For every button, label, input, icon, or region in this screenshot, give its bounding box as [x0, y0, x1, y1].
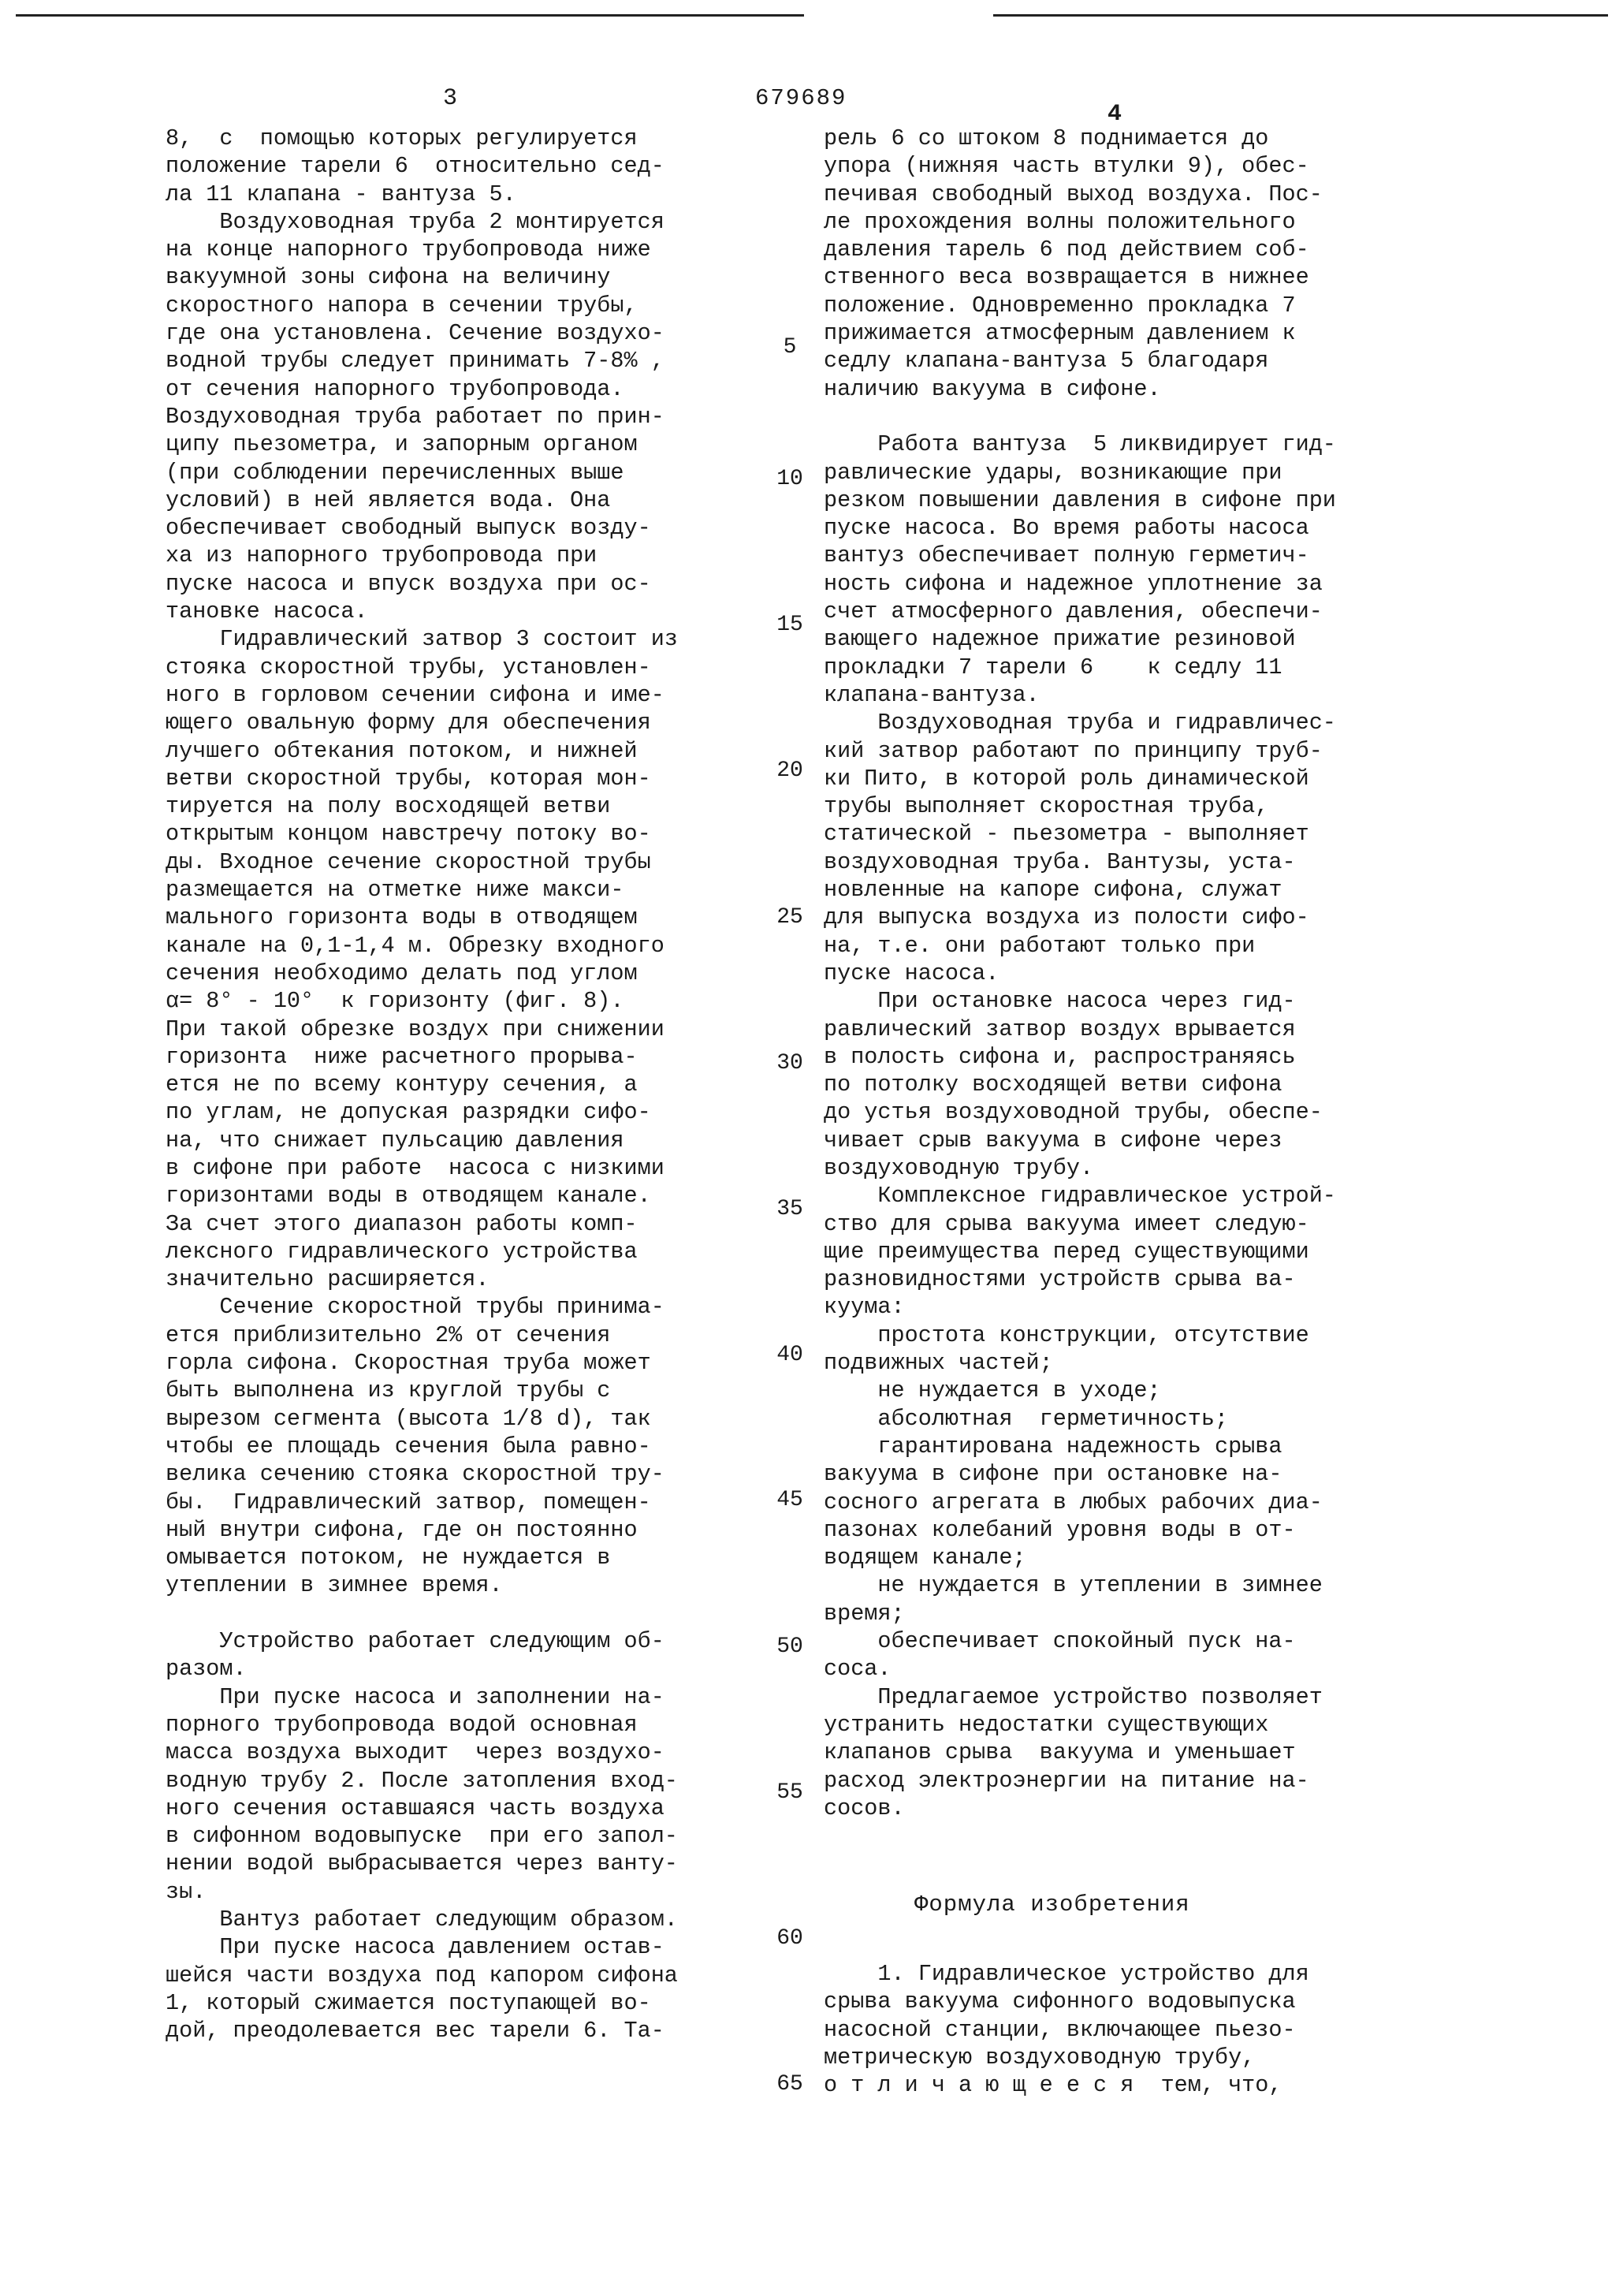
text-line: обеспечивает свободный выпуск возду-	[166, 515, 651, 542]
text-line: зы.	[166, 1878, 207, 1905]
text-line: ственного веса возвращается в нижнее	[824, 264, 1309, 291]
text-line: наличию вакуума в сифоне.	[824, 375, 1161, 402]
text-line: на, что снижает пульсацию давления	[166, 1127, 624, 1154]
text-line: мального горизонта воды в отводящем	[166, 904, 638, 931]
text-line: трубы выполняет скоростная труба,	[824, 793, 1269, 820]
text-line: чивает срыв вакуума в сифоне через	[824, 1127, 1282, 1154]
text-line: ха из напорного трубопровода при	[166, 542, 597, 569]
text-line: счет атмосферного давления, обеспечи-	[824, 598, 1323, 625]
text-line: ного в горловом сечении сифона и име-	[166, 681, 664, 708]
text-line: пуске насоса.	[824, 960, 999, 986]
text-line: положение. Одновременно прокладка 7	[824, 292, 1296, 319]
text-line: в сифонном водовыпуске при его запол-	[166, 1823, 678, 1850]
text-line: омывается потоком, не нуждается в	[166, 1545, 611, 1571]
text-line: вающего надежное прижатие резиновой	[824, 626, 1296, 653]
text-line: пуске насоса. Во время работы насоса	[824, 515, 1309, 542]
text-line: значительно расширяется.	[166, 1266, 490, 1293]
text-line: ющего овальную форму для обеспечения	[166, 710, 651, 736]
claim-line: метрическую воздуховодную трубу,	[824, 2044, 1256, 2070]
text-line: прижимается атмосферным давлением к	[824, 320, 1296, 347]
text-line: простота конструкции, отсутствие	[824, 1321, 1309, 1348]
text-line: в сифоне при работе насоса с низкими	[166, 1154, 664, 1181]
text-line: α= 8° - 10° к горизонту (фиг. 8).	[166, 988, 624, 1015]
top-rule-right	[993, 14, 1608, 17]
claims-text	[824, 1960, 1454, 2099]
text-line: сосов.	[824, 1795, 905, 1821]
top-rule-left	[16, 14, 804, 17]
text-line: в полость сифона и, распространяясь	[824, 1043, 1296, 1070]
text-line: упора (нижняя часть втулки 9), обес-	[824, 153, 1309, 180]
text-line: расход электроэнергии на питание на-	[824, 1767, 1309, 1794]
line-number: 55	[776, 1780, 803, 1805]
line-number: 35	[776, 1197, 803, 1221]
text-line: чтобы ее площадь сечения была равно-	[166, 1433, 651, 1459]
text-line: подвижных частей;	[824, 1350, 1053, 1377]
text-line: За счет этого диапазон работы комп-	[166, 1210, 638, 1237]
text-line: масса воздуха выходит через воздухо-	[166, 1739, 664, 1766]
line-number: 30	[776, 1051, 803, 1075]
text-line: по потолку восходящей ветви сифона	[824, 1072, 1282, 1098]
text-line: открытым концом навстречу потоку во-	[166, 821, 651, 848]
text-line	[824, 403, 1454, 430]
text-line: куума:	[824, 1294, 905, 1321]
text-line: канале на 0,1-1,4 м. Обрезку входного	[166, 932, 664, 959]
text-line: быть выполнена из круглой трубы с	[166, 1377, 611, 1404]
left-text-column	[166, 125, 765, 2044]
text-line: водную трубу 2. После затопления вход-	[166, 1767, 678, 1794]
text-line: ки Пито, в которой роль динамической	[824, 765, 1309, 792]
line-number: 20	[776, 758, 803, 783]
line-number: 65	[776, 2072, 803, 2097]
line-number: 40	[776, 1343, 803, 1367]
text-line: пазонах колебаний уровня воды в от-	[824, 1516, 1296, 1543]
text-line: Устройство работает следующим об-	[166, 1628, 664, 1655]
text-line: Вантуз работает следующим образом.	[166, 1906, 678, 1933]
text-line: ципу пьезометра, и запорным органом	[166, 431, 638, 458]
text-line: лучшего обтекания потоком, и нижней	[166, 737, 638, 764]
text-line: ле прохождения волны положительного	[824, 208, 1296, 235]
text-line: седлу клапана-вантуза 5 благодаря	[824, 348, 1269, 375]
text-line: по углам, не допуская разрядки сифо-	[166, 1099, 651, 1126]
text-line: дой, преодолевается вес тарели 6. Та-	[166, 2018, 664, 2044]
text-line: Предлагаемое устройство позволяет	[824, 1683, 1323, 1710]
line-number: 25	[776, 905, 803, 930]
text-line: порного трубопровода водой основная	[166, 1711, 638, 1738]
line-number: 15	[776, 613, 803, 637]
text-line: тановке насоса.	[166, 598, 368, 625]
text-line: воздуховодная труба. Вантузы, уста-	[824, 848, 1296, 875]
text-line: сосного агрегата в любых рабочих диа-	[824, 1489, 1323, 1515]
text-line: нении водой выбрасывается через ванту-	[166, 1851, 678, 1877]
text-line: ды. Входное сечение скоростной трубы	[166, 848, 651, 875]
text-line: 8, с помощью которых регулируется	[166, 125, 638, 151]
text-line: вырезом сегмента (высота 1/8 d), так	[166, 1405, 651, 1432]
text-line: гарантирована надежность срыва	[824, 1433, 1282, 1459]
claim-line: о т л и ч а ю щ е е с я тем, что,	[824, 2072, 1282, 2099]
text-line: для выпуска воздуха из полости сифо-	[824, 904, 1309, 931]
text-line: горла сифона. Скоростная труба может	[166, 1350, 651, 1377]
line-number: 60	[776, 1926, 803, 1951]
text-line: утеплении в зимнее время.	[166, 1572, 503, 1599]
text-line: Воздуховодная труба работает по прин-	[166, 403, 664, 430]
text-line: (при соблюдении перечисленных выше	[166, 459, 624, 486]
text-line: не нуждается в уходе;	[824, 1377, 1161, 1404]
text-line: горизонта ниже расчетного прорыва-	[166, 1043, 638, 1070]
right-text-column	[824, 125, 1454, 1822]
text-line: Воздуховодная труба 2 монтируется	[166, 208, 664, 235]
text-line: При пуске насоса и заполнении на-	[166, 1683, 664, 1710]
text-line: щие преимущества перед существующими	[824, 1238, 1309, 1265]
text-line: обеспечивает спокойный пуск на-	[824, 1628, 1296, 1655]
text-line: положение тарели 6 относительно сед-	[166, 153, 664, 180]
text-line: При такой обрезке воздух при снижении	[166, 1016, 664, 1042]
line-number: 10	[776, 467, 803, 491]
text-line: клапанов срыва вакуума и уменьшает	[824, 1739, 1296, 1766]
text-line: кий затвор работают по принципу труб-	[824, 737, 1323, 764]
text-line: бы. Гидравлический затвор, помещен-	[166, 1489, 651, 1515]
text-line: равлические удары, возникающие при	[824, 459, 1282, 486]
text-line: на конце напорного трубопровода ниже	[166, 237, 651, 263]
text-line: печивая свободный выход воздуха. Пос-	[824, 181, 1323, 207]
text-line: разновидностями устройств срыва ва-	[824, 1266, 1296, 1293]
text-line: Комплексное гидравлическое устрой-	[824, 1183, 1336, 1210]
text-line: рель 6 со штоком 8 поднимается до	[824, 125, 1269, 151]
text-line: ность сифона и надежное уплотнение за	[824, 570, 1323, 597]
text-line: давления тарель 6 под действием соб-	[824, 237, 1309, 263]
text-line: лексного гидравлического устройства	[166, 1238, 638, 1265]
text-line: до устья воздуховодной трубы, обеспе-	[824, 1099, 1323, 1126]
text-line: от сечения напорного трубопровода.	[166, 375, 624, 402]
text-line: тируется на полу восходящей ветви	[166, 793, 611, 820]
text-line: разом.	[166, 1656, 247, 1683]
page-number-right: 4	[1107, 101, 1122, 128]
text-line: велика сечению стояка скоростной тру-	[166, 1461, 664, 1488]
claims-title: Формула изобретения	[914, 1892, 1190, 1918]
text-line: стояка скоростной трубы, установлен-	[166, 654, 651, 680]
line-number: 5	[783, 335, 797, 360]
text-line: шейся части воздуха под капором сифона	[166, 1962, 678, 1988]
text-line: ла 11 клапана - вантуза 5.	[166, 181, 516, 207]
text-line: Сечение скоростной трубы принима-	[166, 1294, 664, 1321]
text-line: устранить недостатки существующих	[824, 1711, 1269, 1738]
text-line: резком повышении давления в сифоне при	[824, 486, 1336, 513]
claim-line: насосной станции, включающее пьезо-	[824, 2016, 1296, 2043]
text-line: Гидравлический затвор 3 состоит из	[166, 626, 678, 653]
text-line: вантуз обеспечивает полную герметич-	[824, 542, 1309, 569]
text-line: прокладки 7 тарели 6 к седлу 11	[824, 654, 1282, 680]
text-line: сечения необходимо делать под углом	[166, 960, 638, 986]
text-line: клапана-вантуза.	[824, 681, 1040, 708]
line-number: 45	[776, 1488, 803, 1512]
text-line: не нуждается в утеплении в зимнее	[824, 1572, 1323, 1599]
text-line: ного сечения оставшаяся часть воздуха	[166, 1795, 664, 1821]
text-line: равлический затвор воздух врывается	[824, 1016, 1296, 1042]
text-line: При пуске насоса давлением остав-	[166, 1934, 664, 1961]
text-line: Работа вантуза 5 ликвидирует гид-	[824, 431, 1336, 458]
text-line: вакуума в сифоне при остановке на-	[824, 1461, 1282, 1488]
text-line: ный внутри сифона, где он постоянно	[166, 1516, 638, 1543]
text-line: ство для срыва вакуума имеет следую-	[824, 1210, 1309, 1237]
claim-line: 1. Гидравлическое устройство для	[824, 1961, 1309, 1987]
text-line: новленные на капоре сифона, служат	[824, 877, 1282, 904]
text-line: условий) в ней является вода. Она	[166, 486, 611, 513]
text-line: Воздуховодная труба и гидравличес-	[824, 710, 1336, 736]
text-line: статической - пьезометра - выполняет	[824, 821, 1309, 848]
text-line: 1, который сжимается поступающей во-	[166, 1989, 651, 2016]
text-line: водящем канале;	[824, 1545, 1026, 1571]
text-line: воздуховодную трубу.	[824, 1154, 1094, 1181]
text-line: скоростного напора в сечении трубы,	[166, 292, 638, 319]
text-line: водной трубы следует принимать 7-8% ,	[166, 348, 664, 375]
text-line: ется приблизительно 2% от сечения	[166, 1321, 611, 1348]
text-line	[166, 1600, 765, 1627]
text-line: на, т.е. они работают только при	[824, 932, 1256, 959]
text-line: горизонтами воды в отводящем канале.	[166, 1183, 651, 1210]
claim-line: срыва вакуума сифонного водовыпуска	[824, 1988, 1296, 2015]
line-number: 50	[776, 1634, 803, 1659]
text-line: вакуумной зоны сифона на величину	[166, 264, 611, 291]
text-line: ветви скоростной трубы, которая мон-	[166, 765, 651, 792]
patent-number: 679689	[755, 85, 847, 111]
text-line: абсолютная герметичность;	[824, 1405, 1229, 1432]
text-line: соса.	[824, 1656, 892, 1683]
text-line: пуске насоса и впуск воздуха при ос-	[166, 570, 651, 597]
page-number-left: 3	[443, 85, 458, 112]
text-line: При остановке насоса через гид-	[824, 988, 1296, 1015]
text-line: ется не по всему контуру сечения, а	[166, 1072, 638, 1098]
text-line: время;	[824, 1600, 905, 1627]
text-line: где она установлена. Сечение воздухо-	[166, 320, 664, 347]
text-line: размещается на отметке ниже макси-	[166, 877, 624, 904]
